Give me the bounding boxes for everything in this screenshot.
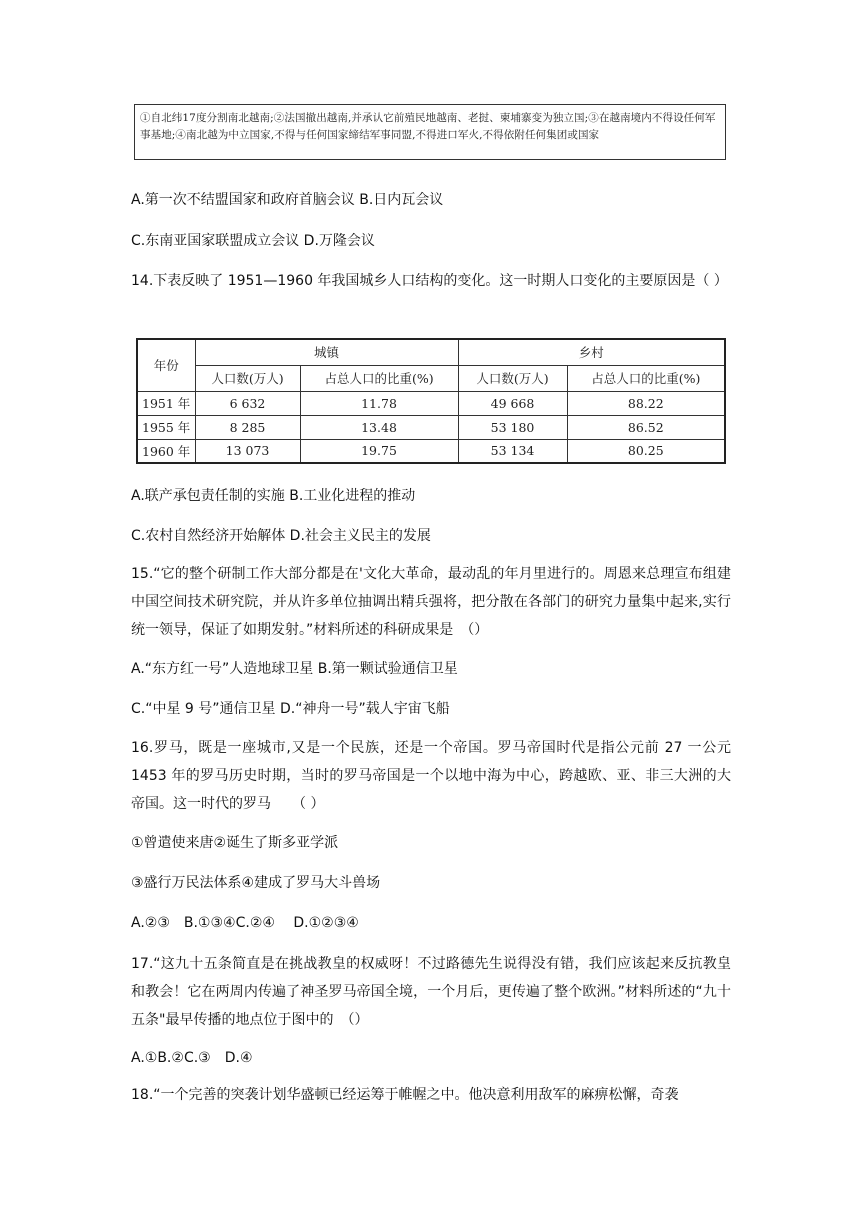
population-table [136,338,726,464]
cell-urban-pop: 6 632 [195,391,300,415]
header-rural-ratio: 占总人口的比重(%) [567,365,725,391]
cell-urban-ratio: 11.78 [300,391,458,415]
table-row [137,391,725,415]
q16-items-12: ①曾遣使来唐②诞生了斯多亚学派 [131,835,339,851]
header-urban-ratio: 占总人口的比重(%) [300,365,458,391]
header-rural: 乡村 [458,339,725,365]
cell-rural-ratio: 80.25 [567,439,725,463]
cell-year: 1955 年 [137,415,195,439]
q16-items-34: ③盛行万民法体系④建成了罗马大斗兽场 [131,875,381,891]
q15-options-ab: A.“东方红一号”人造地球卫星 B.第一颗试验通信卫星 [131,661,458,677]
material-box: ①自北纬17度分割南北越南;②法国撤出越南,并承认它前殖民地越南、老挝、柬埔寨变为独立国;③在越南境内不得设任何军事基地;④南北越为中立国家,不得与任何国家缔结军事同盟,不得进口军火,不得依附任何集团或国家 [134,104,726,160]
cell-urban-pop: 13 073 [195,439,300,463]
cell-rural-pop: 49 668 [458,391,567,415]
q15-options-cd: C.“中星 9 号”通信卫星 D.“神舟一号”载人宇宙飞船 [131,701,450,717]
q17-options: A.①B.②C.③ D.④ [131,1050,253,1066]
cell-rural-pop: 53 134 [458,439,567,463]
cell-rural-pop: 53 180 [458,415,567,439]
cell-rural-ratio: 86.52 [567,415,725,439]
table-row [137,439,725,463]
cell-year: 1960 年 [137,439,195,463]
header-urban: 城镇 [195,339,458,365]
cell-rural-ratio: 88.22 [567,391,725,415]
q14-options-ab: A.联产承包责任制的实施 B.工业化进程的推动 [131,488,416,504]
q13-options-ab: A.第一次不结盟国家和政府首脑会议 B.日内瓦会议 [131,192,444,208]
cell-urban-ratio: 19.75 [300,439,458,463]
header-rural-pop: 人口数(万人) [458,365,567,391]
q13-options-cd: C.东南亚国家联盟成立会议 D.万隆会议 [131,233,375,249]
cell-urban-ratio: 13.48 [300,415,458,439]
q16-options: A.②③ B.①③④C.②④ D.①②③④ [131,915,359,931]
cell-year: 1951 年 [137,391,195,415]
header-urban-pop: 人口数(万人) [195,365,300,391]
header-year: 年份 [137,339,195,391]
q14-options-cd: C.农村自然经济开始解体 D.社会主义民主的发展 [131,528,431,544]
cell-urban-pop: 8 285 [195,415,300,439]
q16-stem: 16.罗马，既是一座城市,又是一个民族，还是一个帝国。罗马帝国时代是指公元前 27 一公元 1453 年的罗马历史时期，当时的罗马帝国是一个以地中海为中心，跨越欧、亚、非三大洲的大帝国。这一时代的罗马 （ ） [131,740,731,812]
q14-stem: 14.下表反映了 1951—1960 年我国城乡人口结构的变化。这一时期人口变化的主要原因是（ ） [131,273,728,289]
table-row [137,415,725,439]
q18-stem: 18.“一个完善的突袭计划华盛顿已经运筹于帷幄之中。他决意利用敌军的麻痹松懈，奇袭 [131,1087,679,1103]
q17-stem: 17.“这九十五条简直是在挑战教皇的权威呀！不过路德先生说得没有错，我们应该起来反抗教皇和教会！它在两周内传遍了神圣罗马帝国全境，一个月后，更传遍了整个欧洲。”材料所述的“九十五条"最早传播的地点位于图中的 （） [131,956,731,1028]
q15-stem: 15.“它的整个研制工作大部分都是在'文化大革命，最动乱的年月里进行的。周恩来总理宣布组建中国空间技术研究院，并从许多单位抽调出精兵强将，把分散在各部门的研究力量集中起来,实行统一领导，保证了如期发射。”材料所述的科研成果是 （） [131,566,731,638]
